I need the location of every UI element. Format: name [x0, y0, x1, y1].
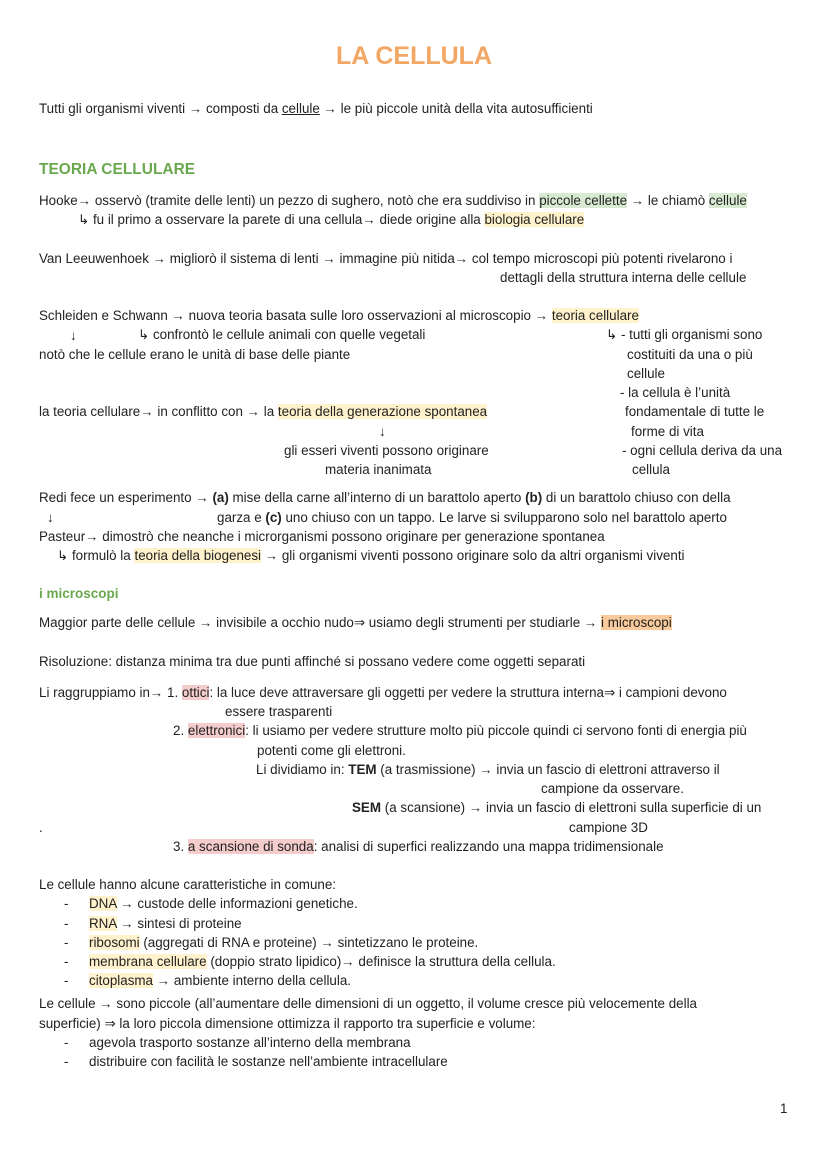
- cellule-line-1: Le cellule → sono piccole (all’aumentare delle dimensioni di un oggetto, il volume cresce più velocemente della: [39, 996, 697, 1011]
- noto-line: notò che le cellule erano le unità di base delle piante: [39, 347, 351, 362]
- arrow-down-icon: ↓: [70, 328, 77, 343]
- elettronici-line-1: 2. elettronici: li usiamo per vedere strutture molto più piccole quindi ci servono fonti di energia più: [173, 723, 747, 738]
- tem-line: Li dividiamo in: TEM (a trasmissione) → invia un fascio di elettroni attraverso il: [256, 762, 720, 777]
- cellule-line-2: superficie) ⇒ la loro piccola dimensione ottimizza il rapporto tra superficie e volume:: [39, 1016, 536, 1031]
- stray-dot: .: [39, 820, 43, 835]
- list-item: distribuire con facilità le sostanze nell’ambiente intracellulare: [89, 1054, 448, 1069]
- sem-line: SEM (a scansione) → invia un fascio di elettroni sulla superficie di un: [352, 800, 762, 815]
- list-item: membrana cellulare (doppio strato lipidico)→ definisce la struttura della cellula.: [89, 954, 556, 969]
- generazione-line: la teoria cellulare→ in conflitto con → la teoria della generazione spontanea: [39, 404, 488, 419]
- side-note: - ogni cellula deriva da una: [622, 443, 783, 458]
- sem-line-2: campione 3D: [569, 820, 648, 835]
- list-item: citoplasma → ambiente interno della cellula.: [89, 973, 352, 988]
- arrow-down-icon: ↓: [47, 510, 54, 525]
- esseri-line-1: gli esseri viventi possono originare: [284, 443, 489, 458]
- list-bullet: -: [64, 1054, 69, 1069]
- hooke-line-2: ↳ fu il primo a osservare la parete di una cellula→ diede origine alla biologia cellulare: [78, 212, 585, 227]
- caratteristiche-intro: Le cellule hanno alcune caratteristiche in comune:: [39, 877, 337, 892]
- list-item: RNA → sintesi di proteine: [89, 916, 242, 931]
- ottici-line-2: essere trasparenti: [225, 704, 333, 719]
- microscopi-intro: Maggior parte delle cellule → invisibile a occhio nudo⇒ usiamo degli strumenti per studiarle → i microscopi: [39, 615, 672, 630]
- sonda-line: 3. a scansione di sonda: analisi di superfici realizzando una mappa tridimensionale: [173, 839, 664, 854]
- page-title: LA CELLULA: [336, 42, 492, 70]
- side-note: ↳ - tutti gli organismi sono: [606, 327, 763, 342]
- list-bullet: -: [64, 935, 69, 950]
- list-bullet: -: [64, 1035, 69, 1050]
- side-note: costituiti da una o più: [627, 347, 753, 362]
- intro-line: Tutti gli organismi viventi → composti da cellule → le più piccole unità della vita autosufficienti: [39, 101, 593, 116]
- hooke-line-1: Hooke→ osservò (tramite delle lenti) un pezzo di sughero, notò che era suddiviso in piccole cellette → le chiamò cellule: [39, 193, 747, 208]
- side-note: cellule: [627, 366, 665, 381]
- list-bullet: -: [64, 916, 69, 931]
- side-note: forme di vita: [631, 424, 704, 439]
- arrow-down-icon: ↓: [379, 424, 386, 439]
- pasteur-line: Pasteur→ dimostrò che neanche i microrganismi possono originare per generazione spontanea: [39, 529, 605, 544]
- list-item: ribosomi (aggregati di RNA e proteine) → sintetizzano le proteine.: [89, 935, 479, 950]
- section-heading-teoria: TEORIA CELLULARE: [39, 161, 196, 178]
- biogenesi-line: ↳ formulò la teoria della biogenesi → gli organismi viventi possono originare solo da altri organismi viventi: [57, 548, 685, 563]
- list-bullet: -: [64, 954, 69, 969]
- elettronici-line-2: potenti come gli elettroni.: [257, 743, 406, 758]
- schleiden-line: Schleiden e Schwann → nuova teoria basata sulle loro osservazioni al microscopio → teoria cellulare: [39, 308, 639, 323]
- esseri-line-2: materia inanimata: [325, 462, 432, 477]
- list-item: agevola trasporto sostanze all’interno della membrana: [89, 1035, 411, 1050]
- list-bullet: -: [64, 973, 69, 988]
- confronto-line: ↳ confrontò le cellule animali con quelle vegetali: [138, 327, 426, 342]
- ottici-line-1: Li raggruppiamo in→ 1. ottici: la luce deve attraversare gli oggetti per vedere la struttura interna⇒ i campioni devono: [39, 685, 727, 700]
- page-number: 1: [780, 1101, 788, 1116]
- section-heading-microscopi: i microscopi: [39, 586, 119, 601]
- risoluzione-line: Risoluzione: distanza minima tra due punti affinché si possano vedere come oggetti separati: [39, 654, 586, 669]
- van-line-1: Van Leeuwenhoek → migliorò il sistema di lenti → immagine più nitida→ col tempo microscopi più potenti rivelarono i: [39, 251, 733, 266]
- tem-line-2: campione da osservare.: [541, 781, 684, 796]
- list-item: DNA → custode delle informazioni genetiche.: [89, 896, 358, 911]
- side-note: fondamentale di tutte le: [625, 404, 765, 419]
- side-note: cellula: [632, 462, 670, 477]
- redi-line-1: Redi fece un esperimento → (a) mise della carne all’interno di un barattolo aperto (b) di un barattolo chiuso con della: [39, 490, 731, 505]
- van-line-2: dettagli della struttura interna delle cellule: [500, 270, 747, 285]
- redi-line-2: garza e (c) uno chiuso con un tappo. Le larve si svilupparono solo nel barattolo aperto: [217, 510, 727, 525]
- list-bullet: -: [64, 896, 69, 911]
- side-note: - la cellula è l’unità: [620, 385, 731, 400]
